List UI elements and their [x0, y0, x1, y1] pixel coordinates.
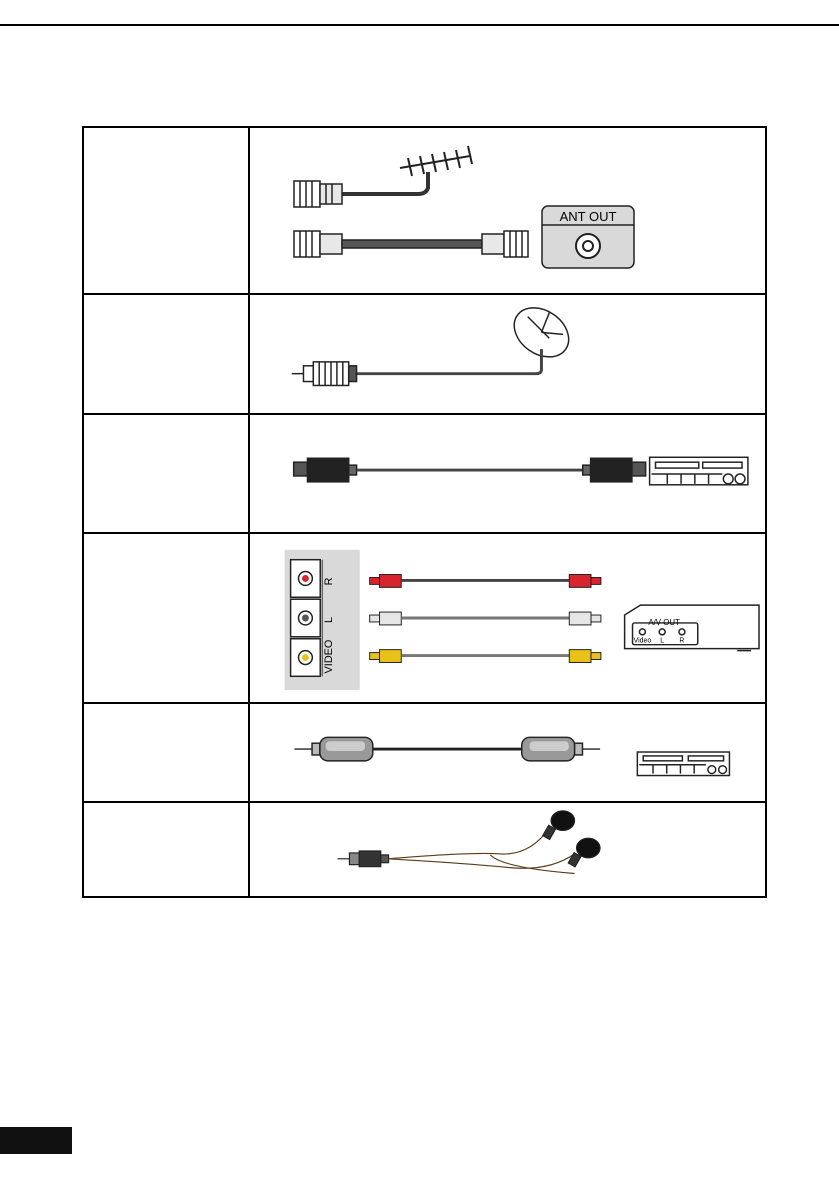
- row-label-cell: [84, 803, 250, 896]
- table-row-satellite: [84, 293, 765, 413]
- rca-cable-red: [370, 575, 601, 588]
- jack-label-video: VIDEO: [323, 639, 336, 674]
- hdmi-cable-icon: [294, 458, 646, 482]
- ant-out-label: ANT OUT: [559, 209, 617, 224]
- av-jacks: [291, 560, 323, 677]
- table-row-av: [84, 532, 765, 702]
- row-label-cell: [84, 534, 250, 702]
- dvd-player-icon: [650, 457, 748, 485]
- rca-cable-yellow: [370, 650, 601, 663]
- coaxial-illustration: [250, 704, 765, 801]
- earphone-icon: [338, 811, 600, 874]
- av-out-label: A/V OUT: [648, 617, 680, 627]
- table-row-coaxial: [84, 702, 765, 801]
- satellite-cable-drawing: [250, 295, 767, 413]
- row-label-cell: [84, 128, 250, 293]
- table-row-earphone: [84, 801, 765, 896]
- coaxial-cable-icon: [294, 737, 600, 761]
- av-illustration: [250, 534, 765, 702]
- antenna-cable-drawing: [250, 128, 767, 293]
- f-connector-icon: [292, 362, 357, 386]
- av-cable-drawing: [250, 534, 767, 702]
- satellite-dish-icon: [353, 298, 578, 374]
- antenna-icon: [340, 146, 472, 194]
- satellite-illustration: [250, 295, 765, 413]
- coaxial-cable-drawing: [250, 704, 767, 801]
- table-row-antenna: [84, 128, 765, 293]
- earphone-illustration: [250, 803, 765, 896]
- jack-label-l: L: [323, 616, 336, 623]
- coax-plug-icon: [294, 181, 342, 207]
- jack-label-r: R: [323, 577, 336, 586]
- header-rule: [0, 24, 839, 26]
- earphone-cable-drawing: [250, 803, 767, 896]
- page-number-tab: [0, 1127, 72, 1154]
- antenna-illustration: [250, 128, 765, 293]
- coax-cable-icon: [294, 231, 528, 257]
- row-label-cell: [84, 704, 250, 801]
- row-label-cell: [84, 295, 250, 413]
- av-port-r: R: [679, 637, 685, 645]
- row-label-cell: [84, 415, 250, 532]
- hdmi-illustration: [250, 415, 765, 532]
- av-port-l: L: [660, 637, 665, 645]
- rca-cable-white: [370, 612, 601, 625]
- audio-receiver-icon: [637, 752, 729, 776]
- av-port-video: Video: [633, 637, 652, 645]
- hdmi-cable-drawing: [250, 415, 767, 532]
- table-row-hdmi: [84, 413, 765, 532]
- connection-table: [82, 126, 767, 898]
